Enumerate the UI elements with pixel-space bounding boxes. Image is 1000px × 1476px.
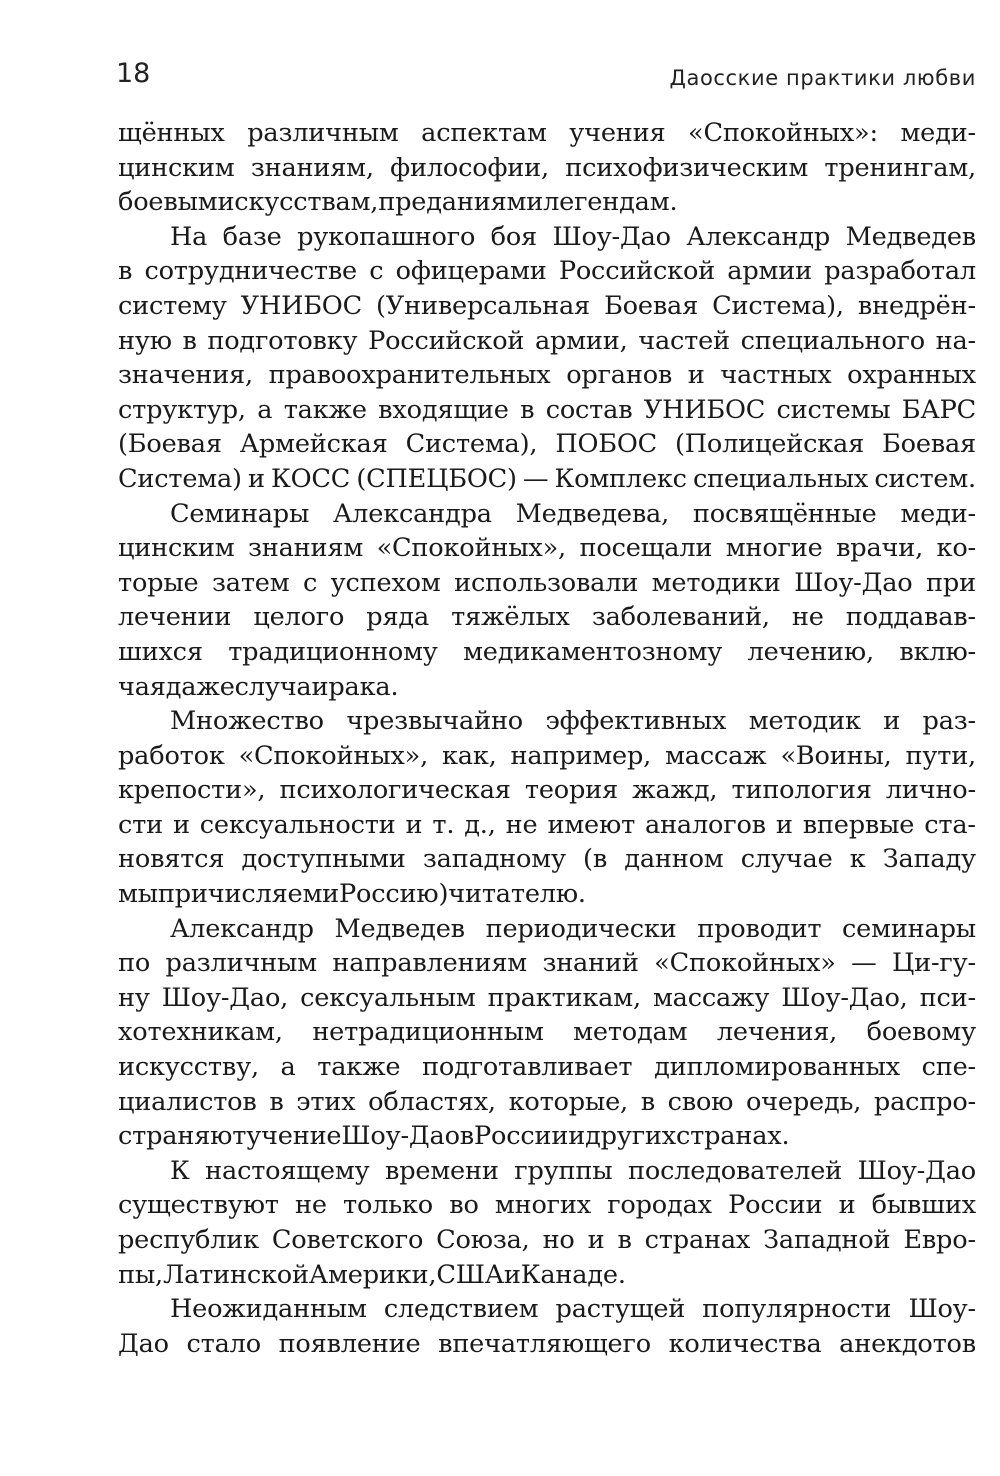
text-line: [118, 566, 976, 601]
word: Шоу-Дао: [857, 1155, 976, 1186]
text-line: [118, 220, 976, 255]
word: и: [838, 1190, 856, 1221]
word: случаи: [234, 671, 329, 702]
word: и: [775, 809, 793, 840]
word: КОСС: [271, 463, 351, 494]
word: (Боевая: [118, 429, 222, 460]
word: знаниям,: [250, 152, 374, 183]
word: стало: [186, 1328, 261, 1359]
word: д.,: [464, 809, 496, 840]
text-line: [118, 427, 976, 462]
word: жажд,: [632, 775, 718, 806]
word: настоящему: [205, 1155, 370, 1186]
word: тяжёлых: [451, 602, 570, 633]
word: лечения,: [716, 1017, 838, 1048]
word: спе-: [921, 1052, 976, 1083]
word: мы: [118, 879, 158, 910]
text-line: [118, 462, 976, 497]
word: структур,: [118, 394, 246, 425]
word: искусству,: [118, 1052, 259, 1083]
word: и: [587, 1225, 605, 1255]
word: Канаде.: [520, 1259, 626, 1290]
text-line: [118, 877, 976, 912]
text-line: [118, 635, 976, 670]
word: Александр: [170, 913, 314, 944]
word: США: [436, 1259, 504, 1290]
word: —: [522, 463, 549, 494]
word: областях,: [368, 1086, 496, 1117]
word: в: [118, 256, 133, 287]
word: к: [849, 844, 866, 875]
word: только: [343, 1190, 433, 1221]
word: учения: [569, 118, 666, 148]
word: последователей: [628, 1155, 843, 1186]
word: хотехникам,: [118, 1017, 283, 1048]
word: психологическая: [279, 775, 511, 806]
word: ряда: [366, 602, 430, 633]
text-line: [118, 531, 976, 566]
word: очередь,: [745, 1086, 862, 1117]
word: Боевая: [604, 290, 699, 321]
word: традиционному: [228, 636, 438, 667]
word: случае: [740, 844, 833, 875]
text-line: [118, 773, 976, 808]
word: популярности: [702, 1294, 892, 1325]
word: т.: [432, 809, 455, 840]
word: меди-: [900, 498, 976, 529]
page-number: 18: [116, 58, 151, 89]
word: Медведев: [845, 221, 976, 252]
word: западному: [422, 844, 566, 875]
word: офицерами: [395, 256, 547, 287]
word: торые: [118, 567, 199, 598]
word: Александр: [686, 221, 831, 252]
word: дипломированных: [654, 1052, 900, 1083]
word: психофизическим: [565, 152, 809, 183]
word: специального: [740, 325, 925, 356]
word: «Спокойных»,: [238, 740, 429, 771]
paragraph: [118, 704, 976, 912]
word: ста-: [924, 809, 976, 840]
text-line: [118, 497, 976, 532]
word: многие: [725, 533, 823, 564]
word: затем: [212, 567, 290, 598]
word: Ци-гу-: [891, 948, 976, 979]
word: боевым: [118, 187, 218, 218]
word: шихся: [118, 636, 203, 667]
text-line: [118, 1015, 976, 1050]
word: философии,: [390, 152, 549, 183]
word: новятся: [118, 844, 225, 875]
text-line: [118, 842, 976, 877]
word: следствием: [383, 1294, 539, 1325]
word: аналогов: [645, 809, 766, 840]
word: пси-: [919, 982, 976, 1013]
word: во: [449, 1190, 479, 1221]
word: теория: [524, 775, 618, 806]
word: Боевая: [882, 429, 976, 460]
word: сексуальным: [300, 982, 476, 1013]
word: Система),: [405, 429, 538, 460]
word: систему: [118, 290, 227, 321]
word: направлениям: [332, 948, 527, 979]
word: вклю-: [899, 636, 976, 667]
word: боя: [490, 221, 537, 252]
word: (Универсальная: [376, 290, 591, 321]
word: целого: [253, 602, 345, 633]
text-line: [118, 289, 976, 324]
word: цинским: [118, 533, 235, 564]
word: и: [568, 1121, 586, 1152]
word: имеют: [547, 809, 636, 840]
text-line: [118, 1085, 976, 1120]
word: в: [182, 325, 197, 356]
word: органов: [566, 360, 673, 391]
word: К: [170, 1155, 190, 1186]
word: ну: [118, 982, 150, 1013]
word: семинары: [842, 913, 976, 944]
word: системы: [776, 394, 891, 425]
text-line: [118, 704, 976, 739]
word: (Полицейская: [675, 429, 865, 460]
word: Система): [118, 463, 242, 494]
word: разработал: [824, 256, 976, 287]
word: Америки,: [308, 1259, 437, 1290]
word: доступными: [241, 844, 406, 875]
word: внедрён-: [857, 290, 976, 321]
word: чрезвычайно: [346, 706, 524, 737]
word: например,: [510, 740, 652, 771]
word: БАРС: [901, 394, 976, 425]
text-line: [118, 185, 976, 220]
word: лично-: [885, 775, 976, 806]
word: меди-: [900, 118, 976, 148]
word: а: [257, 394, 273, 425]
paragraph: [118, 1292, 976, 1361]
word: Дао: [118, 1328, 169, 1359]
body-text: [118, 116, 976, 1361]
paragraph: [118, 220, 976, 497]
word: учение: [246, 1121, 342, 1152]
word: медикаментозному: [463, 636, 723, 667]
text-line: [118, 1119, 976, 1154]
word: заболеваний,: [591, 602, 770, 633]
word: рукопашного: [297, 221, 476, 252]
word: Западу: [882, 844, 976, 875]
word: правоохранительных: [268, 360, 551, 391]
paragraph: [118, 912, 976, 1154]
word: различным: [165, 948, 317, 979]
word: читателю.: [448, 879, 586, 910]
word: частных: [720, 360, 832, 391]
word: появление: [278, 1328, 421, 1359]
word: в: [617, 1225, 632, 1255]
word: Шоу-Дао,: [161, 982, 289, 1013]
word: России: [728, 1190, 823, 1221]
word: многих: [494, 1190, 591, 1221]
word: странах.: [676, 1121, 790, 1152]
word: щённых: [118, 118, 225, 148]
word: городах: [607, 1190, 712, 1221]
word: количества: [668, 1328, 822, 1359]
word: Россию): [339, 879, 449, 910]
word: ПОБОС: [555, 429, 658, 460]
word: армии: [727, 256, 812, 287]
word: России: [474, 1121, 569, 1152]
word: успехом: [330, 567, 441, 598]
word: анекдотов: [839, 1328, 976, 1359]
word: Союза,: [436, 1225, 530, 1255]
word: Неожиданным: [170, 1294, 367, 1325]
word: Александра: [333, 498, 492, 529]
text-line: [118, 116, 976, 151]
word: эффективных: [545, 706, 727, 737]
word: Система),: [712, 290, 844, 321]
word: странах: [644, 1225, 751, 1255]
word: как,: [441, 740, 497, 771]
word: растущей: [555, 1294, 686, 1325]
word: искусствам,: [217, 187, 379, 218]
paragraph: [118, 1154, 976, 1292]
word: Шоу-: [908, 1294, 976, 1325]
word: пути,: [905, 740, 976, 771]
word: охранных: [847, 360, 976, 391]
paragraph: [118, 497, 976, 705]
word: группы: [514, 1155, 613, 1186]
word: состав: [545, 394, 633, 425]
word: использовали: [454, 567, 639, 598]
word: бывших: [871, 1190, 976, 1221]
word: Множество: [170, 706, 324, 737]
word: крепости»,: [118, 775, 266, 806]
word: проводит: [697, 913, 822, 944]
word: —: [851, 948, 877, 979]
word: не: [791, 602, 824, 633]
word: поддавав-: [845, 602, 976, 633]
text-line: [118, 1292, 976, 1327]
running-head: Даосские практики любви: [669, 66, 976, 90]
word: Армейская: [239, 429, 388, 460]
word: (СПЕЦБОС): [356, 463, 517, 494]
word: «Воины,: [780, 740, 892, 771]
word: лечении: [118, 602, 232, 633]
word: Российской: [368, 325, 525, 356]
word: Российской: [558, 256, 716, 287]
word: работок: [118, 740, 225, 771]
word: Евро-: [903, 1225, 976, 1255]
paragraph: [118, 116, 976, 220]
text-line: [118, 1188, 976, 1223]
word: в: [459, 1121, 475, 1152]
word: в: [520, 394, 535, 425]
word: Шоу-Дао: [552, 221, 671, 252]
word: базе: [222, 221, 282, 252]
word: УНИБОС: [240, 290, 362, 321]
word: сексуальности: [199, 809, 396, 840]
word: входящие: [378, 394, 509, 425]
word: посвящённые: [692, 498, 877, 529]
word: впервые: [802, 809, 915, 840]
word: Комплекс: [554, 463, 687, 494]
word: причисляем: [157, 879, 323, 910]
word: раз-: [922, 706, 976, 737]
word: специальных: [692, 463, 869, 494]
word: по: [118, 948, 151, 979]
text-line: [118, 670, 976, 705]
word: На: [170, 221, 208, 252]
word: Шоу-Дао: [794, 567, 913, 598]
word: систем.: [874, 463, 976, 494]
word: также: [283, 394, 367, 425]
word: частей: [638, 325, 730, 356]
word: этих: [296, 1086, 356, 1117]
word: на-: [935, 325, 976, 356]
text-line: [118, 393, 976, 428]
word: армии,: [534, 325, 628, 356]
word: и: [687, 360, 705, 391]
word: существуют: [118, 1190, 279, 1221]
word: не: [294, 1190, 327, 1221]
text-line: [118, 1050, 976, 1085]
word: также: [317, 1052, 401, 1083]
word: даже: [165, 671, 235, 702]
word: значения,: [118, 360, 253, 391]
word: страняют: [118, 1121, 247, 1152]
word: которые,: [508, 1086, 628, 1117]
word: методики: [651, 567, 781, 598]
text-line: [118, 981, 976, 1016]
word: чая: [118, 671, 166, 702]
word: данном: [624, 844, 724, 875]
word: цинским: [118, 152, 235, 183]
word: (в: [583, 844, 608, 875]
text-line: [118, 1258, 976, 1293]
word: циалистов: [118, 1086, 257, 1117]
word: и: [503, 1259, 521, 1290]
word: Семинары: [170, 498, 310, 529]
word: «Спокойных»: [654, 948, 836, 979]
text-line: [118, 808, 976, 843]
text-line: [118, 739, 976, 774]
word: аспектам: [421, 118, 547, 148]
word: ную: [118, 325, 172, 356]
word: других: [585, 1121, 676, 1152]
word: с: [302, 567, 318, 598]
word: Латинской: [162, 1259, 309, 1290]
text-line: [118, 600, 976, 635]
word: Медведев: [334, 913, 465, 944]
word: тренингам,: [824, 152, 976, 183]
text-line: [118, 1223, 976, 1258]
word: практикам,: [487, 982, 641, 1013]
text-line: [118, 151, 976, 186]
word: различным: [247, 118, 399, 148]
word: но: [542, 1225, 575, 1255]
word: времени: [385, 1155, 499, 1186]
word: распро-: [873, 1086, 976, 1117]
word: Шоу-Дао: [341, 1121, 460, 1152]
word: свою: [667, 1086, 734, 1117]
word: и: [322, 879, 340, 910]
word: в: [640, 1086, 655, 1117]
word: преданиям: [378, 187, 527, 218]
word: врачи,: [836, 533, 924, 564]
word: впечатляющего: [438, 1328, 651, 1359]
word: республик: [118, 1225, 259, 1255]
word: Медведева,: [515, 498, 670, 529]
text-line: [118, 358, 976, 393]
word: с: [369, 256, 384, 287]
word: и: [248, 463, 265, 494]
word: подготовку: [207, 325, 358, 356]
word: типология: [731, 775, 872, 806]
word: знаний: [542, 948, 639, 979]
text-line: [118, 946, 976, 981]
word: пы,: [118, 1259, 163, 1290]
word: массаж: [665, 740, 767, 771]
word: периодически: [485, 913, 677, 944]
word: рака.: [328, 671, 399, 702]
word: в: [269, 1086, 284, 1117]
text-line: [118, 912, 976, 947]
word: нетрадиционным: [312, 1017, 544, 1048]
word: и: [883, 706, 901, 737]
word: не: [505, 809, 538, 840]
word: методам: [573, 1017, 688, 1048]
word: подготавливает: [422, 1052, 633, 1083]
word: лечению,: [747, 636, 874, 667]
word: «Спокойных»,: [376, 533, 566, 564]
word: сти: [118, 809, 163, 840]
word: и: [405, 809, 423, 840]
text-line: [118, 254, 976, 289]
text-line: [118, 1154, 976, 1189]
text-line: [118, 1327, 976, 1362]
word: и: [172, 809, 190, 840]
word: сотрудничестве: [144, 256, 358, 287]
word: УНИБОС: [643, 394, 766, 425]
word: при: [926, 567, 976, 598]
word: ко-: [936, 533, 976, 564]
word: Шоу-Дао,: [781, 982, 908, 1013]
word: а: [280, 1052, 296, 1083]
text-line: [118, 324, 976, 359]
word: методик: [748, 706, 861, 737]
word: знаниям: [248, 533, 364, 564]
word: Западной: [763, 1225, 891, 1255]
word: Советского: [271, 1225, 424, 1255]
word: посещали: [579, 533, 713, 564]
word: легендам.: [543, 187, 678, 218]
word: «Спокойных»:: [687, 118, 878, 148]
word: боевому: [866, 1017, 976, 1048]
word: и: [526, 187, 544, 218]
word: массажу: [652, 982, 770, 1013]
